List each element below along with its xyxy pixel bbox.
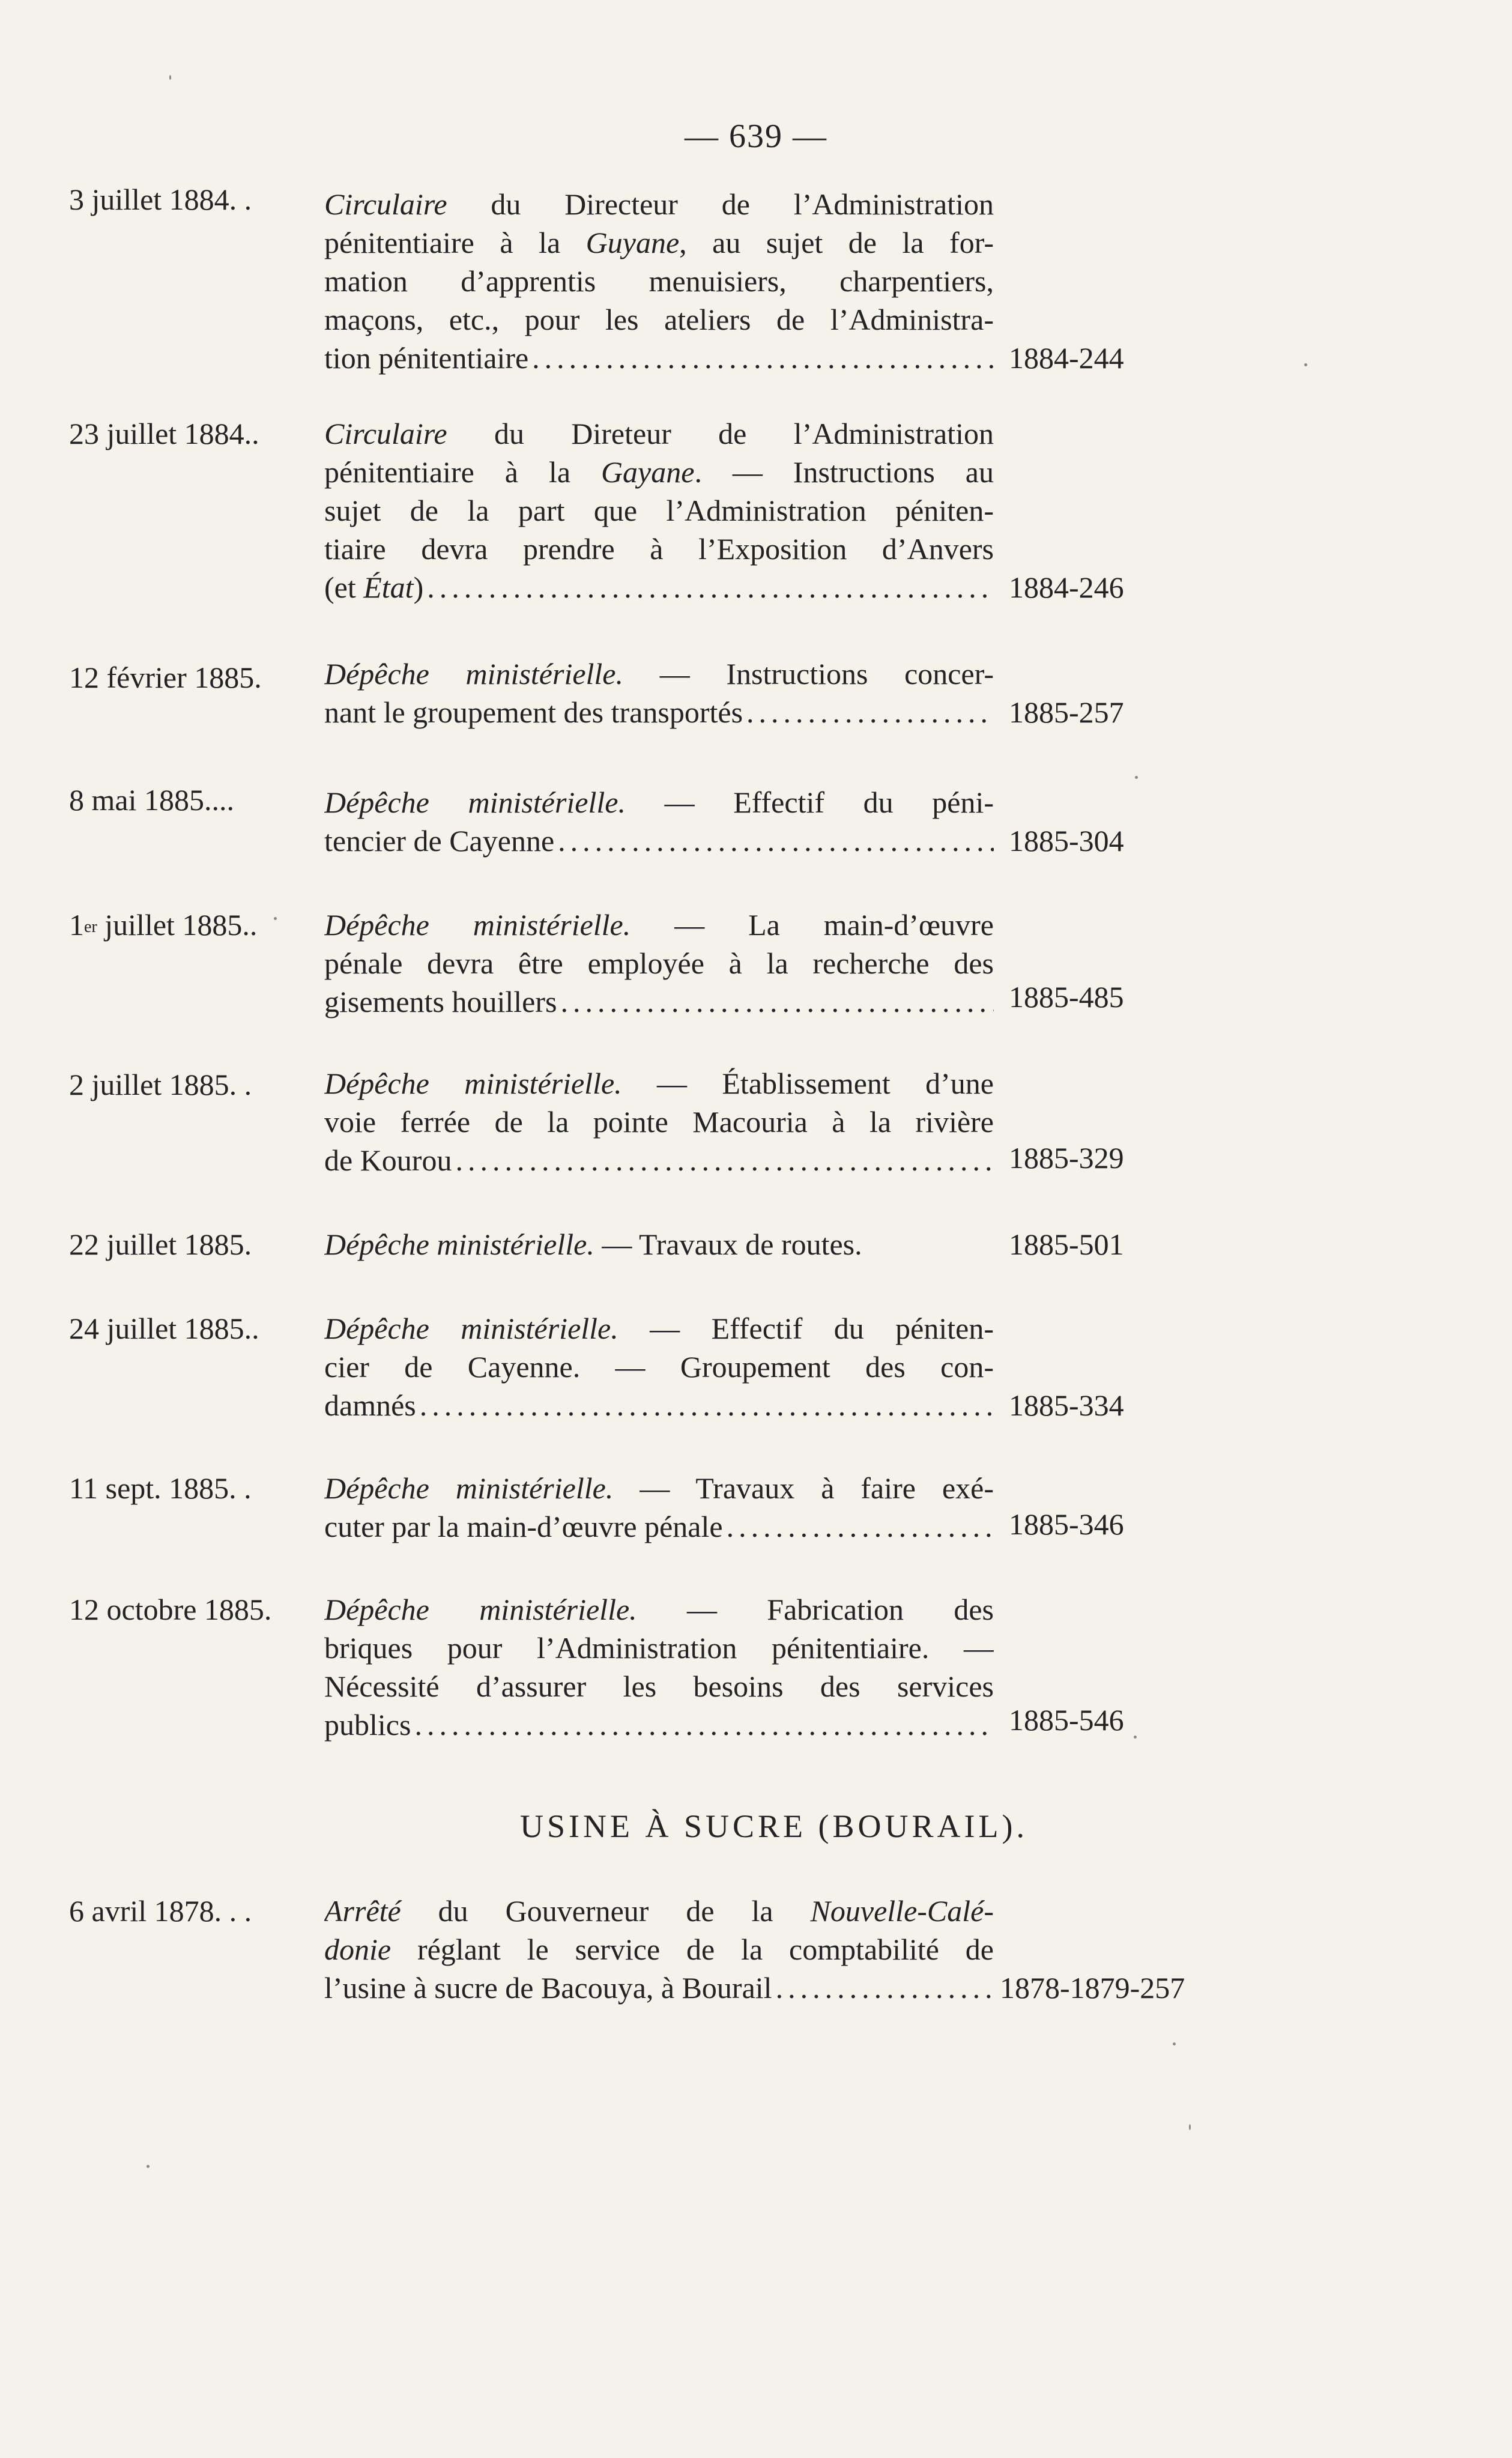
doc-type: Circulaire (324, 417, 447, 450)
entry-reference: 1885-329 (1009, 1141, 1124, 1175)
entry-reference: 1878-1879-257 (1000, 1971, 1185, 2005)
entry-text: Arrêté du Gouverneur de la Nouvelle-Calé- donie réglant le service de la comptabilité de l’usine à sucre de Bacouya, à Bourail ..... (324, 1892, 994, 2007)
doc-type: Dépêche ministérielle. (324, 1593, 637, 1626)
entry-text: Dépêche ministérielle. — Travaux à faire exé- cuter par la main-d’œuvre pénale ..... (324, 1469, 994, 1546)
section-title: USINE À SUCRE (BOURAIL). (520, 1808, 1028, 1844)
doc-type: Dépêche ministérielle. (324, 657, 624, 691)
entry-date: 8 mai 1885.... (69, 783, 234, 817)
entry-date: 23 juillet 1884.. (69, 417, 259, 450)
entry-text: Dépêche ministérielle. — Établissement d’une voie ferrée de la pointe Macouria à la rivière de Kourou ..... (324, 1064, 994, 1179)
entry-date: 1er juillet 1885.. (69, 908, 258, 942)
entry-text: Dépêche ministérielle. — Effectif du péniten- cier de Cayenne. — Groupement des con- damnés ..... (324, 1309, 994, 1424)
entry-reference: 1885-334 (1009, 1388, 1124, 1422)
doc-type: Dépêche ministérielle. (324, 1227, 594, 1261)
doc-type: Arrêté (324, 1894, 401, 1928)
entry-reference: 1884-246 (1009, 571, 1124, 604)
leader-dots (557, 982, 994, 1021)
entry-text: Dépêche ministérielle. — Instructions concer- nant le groupement des transportés ..... (324, 655, 994, 731)
entry-date: 2 juillet 1885. . (69, 1068, 252, 1101)
entry-date: 11 sept. 1885. . (69, 1471, 252, 1505)
entry-reference: 1885-304 (1009, 824, 1124, 858)
doc-type: Dépêche ministérielle. (324, 1067, 622, 1100)
paper-speck (1304, 363, 1307, 366)
entry-date: 12 février 1885. (69, 661, 262, 694)
entry-reference: 1885-501 (1009, 1227, 1124, 1261)
leader-dots (743, 693, 994, 731)
entry-text: Dépêche ministérielle. — Travaux de routes. (324, 1227, 862, 1261)
paper-speck (147, 2165, 150, 2168)
doc-type: Dépêche ministérielle. (324, 1312, 618, 1345)
leader-dots (423, 568, 994, 607)
paper-speck (1134, 1736, 1137, 1739)
page-number: — 639 — (685, 118, 827, 155)
paper-speck (169, 75, 171, 80)
entry-text: Dépêche ministérielle. — Effectif du péni- tencier de Cayenne ..... (324, 783, 994, 860)
leader-dots (411, 1706, 994, 1744)
leader-dots (528, 339, 994, 377)
entry-text: Circulaire du Direteur de l’Administration pénitentiaire à la Gayane. — Instructions au sujet de la part que l’Administration péniten- tiaire devra prendre à l’Exposition d’Anvers (et État) ..... (324, 414, 994, 607)
entry-reference: 1884-244 (1009, 341, 1124, 375)
leader-dots (723, 1507, 994, 1546)
doc-type: Dépêche ministérielle. (324, 786, 626, 819)
paper-speck (1135, 776, 1138, 779)
entry-date: 6 avril 1878. . . (69, 1894, 252, 1928)
paper-speck (1189, 2124, 1191, 2130)
doc-type: Dépêche ministérielle. (324, 908, 631, 942)
entry-reference: 1885-485 (1009, 980, 1124, 1014)
entry-date: 3 juillet 1884. . (69, 183, 252, 216)
entry-text: Dépêche ministérielle. — La main-d’œuvre pénale devra être employée à la recherche des gisements houillers ..... (324, 906, 994, 1021)
entry-text: Circulaire du Directeur de l’Administration pénitentiaire à la Guyane, au sujet de la for- mation d’apprentis menuisiers, charpentiers, maçons, etc., pour les ateliers de l’Administra- tion pénitentiaire ..... (324, 185, 994, 377)
entry-date: 24 juillet 1885.. (69, 1312, 259, 1345)
paper-speck (1173, 2042, 1176, 2045)
paper-speck (274, 917, 277, 920)
entry-reference: 1885-257 (1009, 695, 1124, 729)
entry-reference: 1885-346 (1009, 1507, 1124, 1541)
entry-reference: 1885-546 (1009, 1703, 1124, 1737)
doc-type: Circulaire (324, 187, 447, 221)
doc-type: Dépêche ministérielle. (324, 1471, 614, 1505)
leader-dots (452, 1141, 994, 1179)
entry-text: Dépêche ministérielle. — Fabrication des briques pour l’Administration pénitentiaire. — Nécessité d’assurer les besoins des services publics ..... (324, 1590, 994, 1744)
leader-dots (772, 1969, 994, 2007)
entry-date: 12 octobre 1885. (69, 1593, 272, 1626)
entry-date: 22 juillet 1885. (69, 1227, 252, 1261)
leader-dots (554, 822, 994, 860)
leader-dots (416, 1386, 994, 1424)
